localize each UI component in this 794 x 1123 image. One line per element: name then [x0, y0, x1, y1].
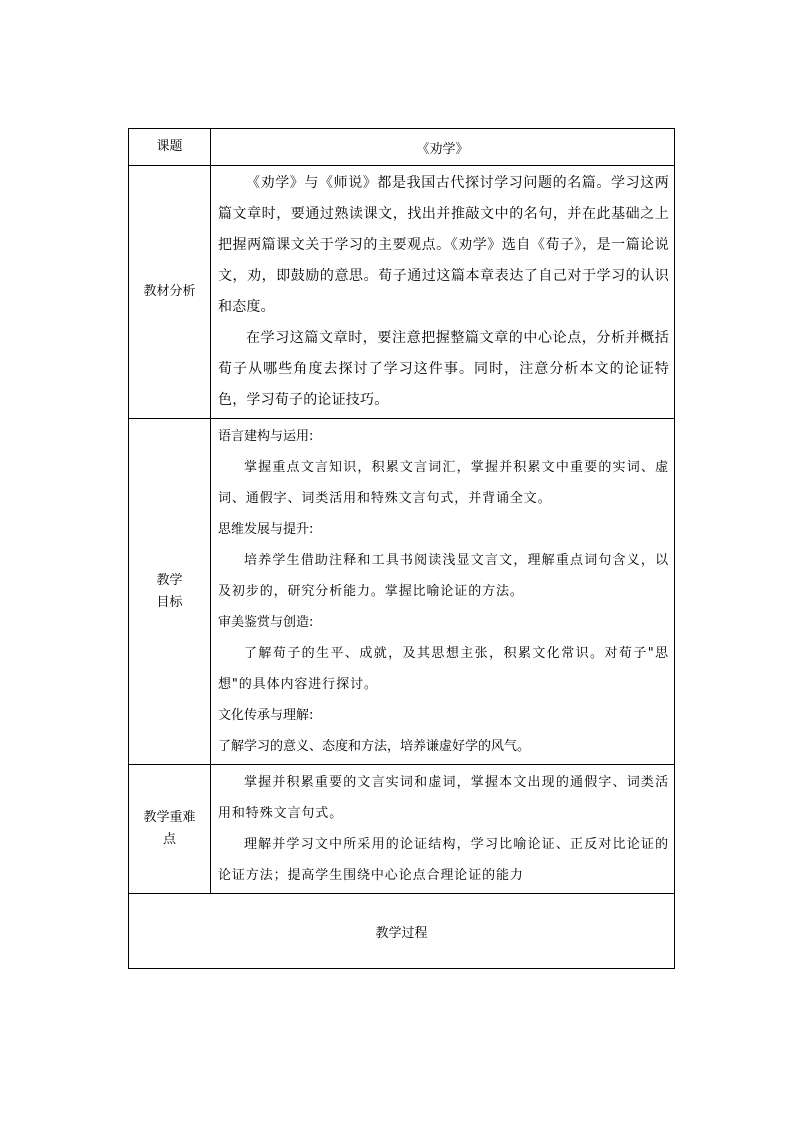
- lesson-title: 《劝学》: [416, 141, 469, 157]
- process-cell: [129, 894, 675, 969]
- analysis-body-cell: [211, 166, 675, 419]
- goals-label-line-2: 目标: [156, 594, 183, 610]
- goals-label-line-1: 教学: [156, 572, 183, 588]
- goals-row: [129, 419, 675, 765]
- goal-text-aesthetic: 了解荀子的生平、成就，及其思想主张，积累文化常识。对荀子"思想"的具体内容进行探讨。: [218, 646, 669, 692]
- goal-heading-language: 语言建构与运用:: [218, 429, 314, 444]
- goal-heading-aesthetic: 审美鉴赏与创造:: [218, 615, 314, 630]
- goal-text-culture: 了解学习的意义、态度和方法，培养谦虚好学的风气。: [218, 739, 531, 754]
- goal-heading-culture: 文化传承与理解:: [218, 708, 314, 723]
- goal-heading-thinking: 思维发展与提升:: [218, 522, 314, 537]
- process-row: [129, 894, 675, 969]
- process-label: 教学过程: [375, 925, 428, 941]
- title-value-cell: [211, 129, 675, 166]
- title-label: 课题: [156, 139, 183, 154]
- goals-body-cell: [211, 419, 675, 765]
- key-points-row: [129, 765, 675, 894]
- analysis-row: [129, 166, 675, 419]
- title-row: [129, 129, 675, 166]
- key-points-label-line-2: 点: [162, 832, 176, 847]
- key-point-paragraph-1: 掌握并积累重要的文言实词和虚词，掌握本文出现的通假字、词类活用和特殊文言句式。: [218, 775, 669, 821]
- key-points-label-cell: [129, 765, 211, 894]
- key-points-body-cell: [211, 765, 675, 894]
- lesson-plan-table: [128, 128, 675, 969]
- analysis-label: 教材分析: [143, 284, 196, 299]
- key-points-label-line-1: 教学重难: [143, 810, 196, 825]
- goal-text-thinking: 培养学生借助注释和工具书阅读浅显文言文，理解重点词句含义，以及初步的，研究分析能力。掌握比喻论证的方法。: [218, 553, 669, 599]
- goal-text-language: 掌握重点文言知识，积累文言词汇，掌握并积累文中重要的实词、虚词、通假字、词类活用和特殊文言句式，并背诵全文。: [218, 460, 669, 506]
- title-label-cell: [129, 129, 211, 166]
- analysis-paragraph-2: 在学习这篇文章时，要注意把握整篇文章的中心论点，分析并概括荀子从哪些角度去探讨了学习这件事。同时，注意分析本文的论证特色，学习荀子的论证技巧。: [218, 330, 669, 408]
- goals-label-cell: [129, 419, 211, 765]
- analysis-paragraph-1: 《劝学》与《师说》都是我国古代探讨学习问题的名篇。学习这两篇文章时，要通过熟读课文，找出并推敲文中的名句，并在此基础之上把握两篇课文关于学习的主要观点。《劝学》选自《荀子》，是一篇论说文，劝，即鼓励的意思。荀子通过这篇本章表达了自己对于学习的认识和态度。: [218, 175, 669, 315]
- key-point-paragraph-2: 理解并学习文中所采用的论证结构，学习比喻论证、正反对比论证的论证方法；提高学生围绕中心论点合理论证的能力: [218, 837, 669, 883]
- analysis-label-cell: [129, 166, 211, 419]
